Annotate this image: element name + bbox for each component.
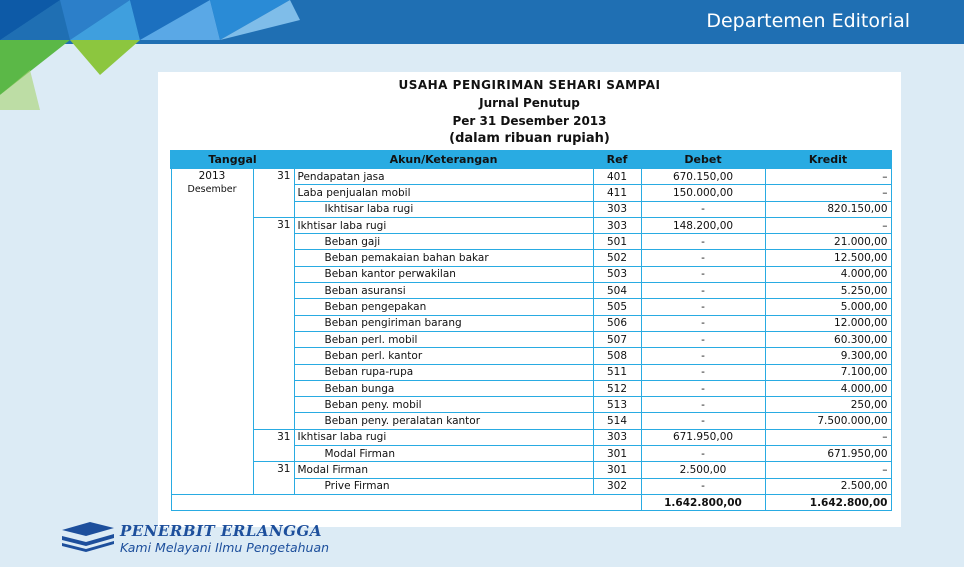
account-cell: Beban perl. mobil <box>294 331 593 347</box>
debit-cell: - <box>641 331 765 347</box>
totals-spacer <box>171 494 641 510</box>
column-header-ref: Ref <box>593 151 641 168</box>
debit-cell: 150.000,00 <box>641 185 765 201</box>
day-cell: 31 <box>253 429 294 462</box>
account-cell: Pendapatan jasa <box>294 168 593 185</box>
table-row <box>171 217 891 233</box>
ref-cell: 514 <box>593 413 641 429</box>
total-credit: 1.642.800,00 <box>765 494 891 510</box>
account-cell: Modal Firman <box>294 446 593 462</box>
credit-cell: 5.000,00 <box>765 299 891 315</box>
ref-cell: 303 <box>593 217 641 233</box>
account-cell: Beban pengepakan <box>294 299 593 315</box>
ref-cell: 501 <box>593 234 641 250</box>
month-label: Desember <box>187 184 237 195</box>
publisher-tagline: Kami Melayani Ilmu Pengetahuan <box>120 540 330 555</box>
ref-cell: 505 <box>593 299 641 315</box>
ref-cell: 401 <box>593 168 641 185</box>
debit-cell: 2.500,00 <box>641 462 765 478</box>
credit-cell: – <box>765 429 891 445</box>
day-cell: 31 <box>253 168 294 217</box>
ref-cell: 512 <box>593 380 641 396</box>
account-cell: Beban gaji <box>294 234 593 250</box>
credit-cell: 12.500,00 <box>765 250 891 266</box>
day-cell: 31 <box>253 462 294 495</box>
ref-cell: 511 <box>593 364 641 380</box>
year-label: 2013 <box>198 170 226 182</box>
debit-cell: - <box>641 234 765 250</box>
ref-cell: 303 <box>593 201 641 217</box>
credit-cell: 7.500.000,00 <box>765 413 891 429</box>
account-cell: Laba penjualan mobil <box>294 185 593 201</box>
debit-cell: - <box>641 315 765 331</box>
ref-cell: 503 <box>593 266 641 282</box>
credit-cell: – <box>765 168 891 185</box>
credit-cell: 7.100,00 <box>765 364 891 380</box>
credit-cell: 4.000,00 <box>765 380 891 396</box>
table-row <box>171 429 891 445</box>
credit-cell: – <box>765 185 891 201</box>
account-cell: Prive Firman <box>294 478 593 494</box>
debit-cell: - <box>641 299 765 315</box>
credit-cell: 60.300,00 <box>765 331 891 347</box>
column-header-debit: Debet <box>641 151 765 168</box>
account-cell: Beban peny. mobil <box>294 397 593 413</box>
column-header-date: Tanggal <box>171 151 294 168</box>
publisher-logo-icon <box>60 520 116 552</box>
credit-cell: – <box>765 217 891 233</box>
debit-cell: - <box>641 446 765 462</box>
ref-cell: 513 <box>593 397 641 413</box>
table-row <box>171 168 891 185</box>
journal-title: Jurnal Penutup <box>479 96 580 110</box>
account-cell: Ikhtisar laba rugi <box>294 201 593 217</box>
debit-cell: - <box>641 201 765 217</box>
debit-cell: 670.150,00 <box>641 168 765 185</box>
debit-cell: - <box>641 364 765 380</box>
account-cell: Beban perl. kantor <box>294 348 593 364</box>
totals-row <box>171 494 891 510</box>
company-name: USAHA PENGIRIMAN SEHARI SAMPAI <box>398 78 661 92</box>
credit-cell: 21.000,00 <box>765 234 891 250</box>
debit-cell: 671.950,00 <box>641 429 765 445</box>
debit-cell: - <box>641 397 765 413</box>
day-cell: 31 <box>253 217 294 429</box>
ref-cell: 302 <box>593 478 641 494</box>
table-header-row <box>171 151 891 168</box>
account-cell: Beban pemakaian bahan bakar <box>294 250 593 266</box>
account-cell: Beban pengiriman barang <box>294 315 593 331</box>
credit-cell: – <box>765 462 891 478</box>
debit-cell: - <box>641 266 765 282</box>
debit-cell: - <box>641 413 765 429</box>
account-cell: Beban peny. peralatan kantor <box>294 413 593 429</box>
account-cell: Modal Firman <box>294 462 593 478</box>
journal-date: Per 31 Desember 2013 <box>452 114 607 128</box>
credit-cell: 9.300,00 <box>765 348 891 364</box>
table-row <box>171 462 891 478</box>
journal-unit: (dalam ribuan rupiah) <box>449 131 610 146</box>
ref-cell: 411 <box>593 185 641 201</box>
ref-cell: 504 <box>593 283 641 299</box>
debit-cell: - <box>641 283 765 299</box>
debit-cell: - <box>641 478 765 494</box>
ref-cell: 506 <box>593 315 641 331</box>
ref-cell: 303 <box>593 429 641 445</box>
credit-cell: 250,00 <box>765 397 891 413</box>
account-cell: Ikhtisar laba rugi <box>294 429 593 445</box>
debit-cell: 148.200,00 <box>641 217 765 233</box>
account-cell: Beban bunga <box>294 380 593 396</box>
credit-cell: 5.250,00 <box>765 283 891 299</box>
closing-journal-table <box>170 150 892 511</box>
credit-cell: 671.950,00 <box>765 446 891 462</box>
credit-cell: 4.000,00 <box>765 266 891 282</box>
account-cell: Beban asuransi <box>294 283 593 299</box>
ref-cell: 301 <box>593 446 641 462</box>
credit-cell: 12.000,00 <box>765 315 891 331</box>
credit-cell: 2.500,00 <box>765 478 891 494</box>
column-header-credit: Kredit <box>765 151 891 168</box>
debit-cell: - <box>641 250 765 266</box>
account-cell: Ikhtisar laba rugi <box>294 217 593 233</box>
debit-cell: - <box>641 348 765 364</box>
date-cell <box>171 168 253 494</box>
department-title: Departemen Editorial <box>706 10 910 32</box>
journal-document <box>158 72 901 527</box>
ref-cell: 507 <box>593 331 641 347</box>
credit-cell: 820.150,00 <box>765 201 891 217</box>
column-header-account: Akun/Keterangan <box>294 151 593 168</box>
account-cell: Beban kantor perwakilan <box>294 266 593 282</box>
ref-cell: 508 <box>593 348 641 364</box>
publisher-name: PENERBIT ERLANGGA <box>120 522 322 540</box>
ref-cell: 301 <box>593 462 641 478</box>
total-debit: 1.642.800,00 <box>641 494 765 510</box>
debit-cell: - <box>641 380 765 396</box>
account-cell: Beban rupa-rupa <box>294 364 593 380</box>
ref-cell: 502 <box>593 250 641 266</box>
